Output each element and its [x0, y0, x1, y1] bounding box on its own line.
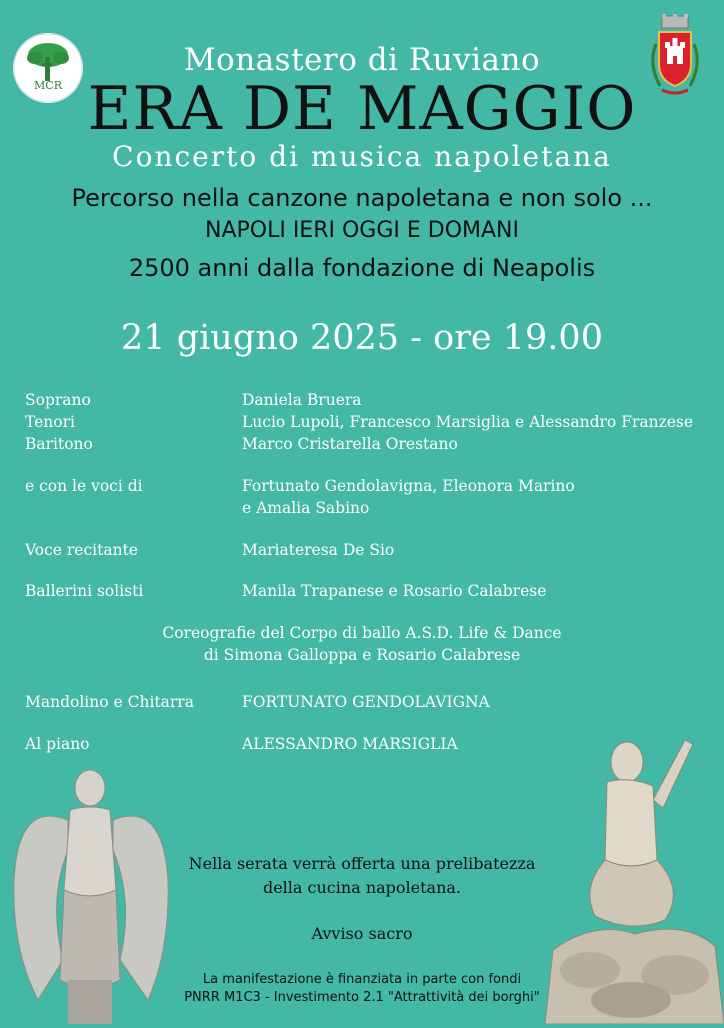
choreography-credit [0, 622, 724, 666]
cast-names: e Amalia Sabino [242, 499, 370, 517]
note-line: della cucina napoletana. [262, 878, 462, 897]
cast-role: e con le voci di [25, 477, 143, 495]
cast-role: Tenori [25, 413, 75, 431]
event-title: ERA DE MAGGIO [87, 74, 637, 144]
cast-names: Manila Trapanese e Rosario Calabrese [242, 582, 547, 600]
event-subtitle: Concerto di musica napoletana [112, 140, 612, 173]
cast-names: ALESSANDRO MARSIGLIA [242, 735, 458, 753]
cast-role: Ballerini solisti [25, 582, 144, 600]
avviso-sacro: Avviso sacro [311, 924, 413, 943]
lead-line-3: 2500 anni dalla fondazione di Neapolis [128, 254, 596, 282]
note-line: Nella serata verrà offerta una prelibatezza [188, 854, 536, 873]
venue-name: Monastero di Ruviano [183, 42, 541, 78]
cast-role: Al piano [25, 735, 90, 753]
lead-line-2: NAPOLI IERI OGGI E DOMANI [204, 218, 519, 243]
cast-role: Baritono [25, 435, 93, 453]
cast-names: FORTUNATO GENDOLAVIGNA [242, 693, 490, 711]
event-date: 21 giugno 2025 - ore 19.00 [121, 318, 603, 358]
funding-line: PNRR M1C3 - Investimento 2.1 "Attrattività dei borghi" [184, 990, 540, 1005]
lead-line-1: Percorso nella canzone napoletana e non solo ... [71, 184, 653, 212]
funding-line: La manifestazione è finanziata in parte con fondi [202, 972, 522, 987]
cast-role: Soprano [25, 391, 91, 409]
cast-names: Daniela Bruera [242, 391, 362, 409]
cast-names: Marco Cristarella Orestano [242, 435, 458, 453]
funding-note [0, 971, 724, 1007]
cast-names: Mariateresa De Sio [242, 541, 395, 559]
choreography-line: di Simona Galloppa e Rosario Calabrese [203, 646, 521, 664]
cast-role: Mandolino e Chitarra [25, 693, 194, 711]
cast-names: Lucio Lupoli, Francesco Marsiglia e Alessandro Franzese [242, 413, 694, 431]
cast-role: Voce recitante [25, 541, 138, 559]
cast-names: Fortunato Gendolavigna, Eleonora Marino [242, 477, 575, 495]
logo-initials: MCR [34, 79, 62, 92]
food-note [0, 852, 724, 900]
choreography-line: Coreografie del Corpo di ballo A.S.D. Life & Dance [162, 624, 562, 642]
